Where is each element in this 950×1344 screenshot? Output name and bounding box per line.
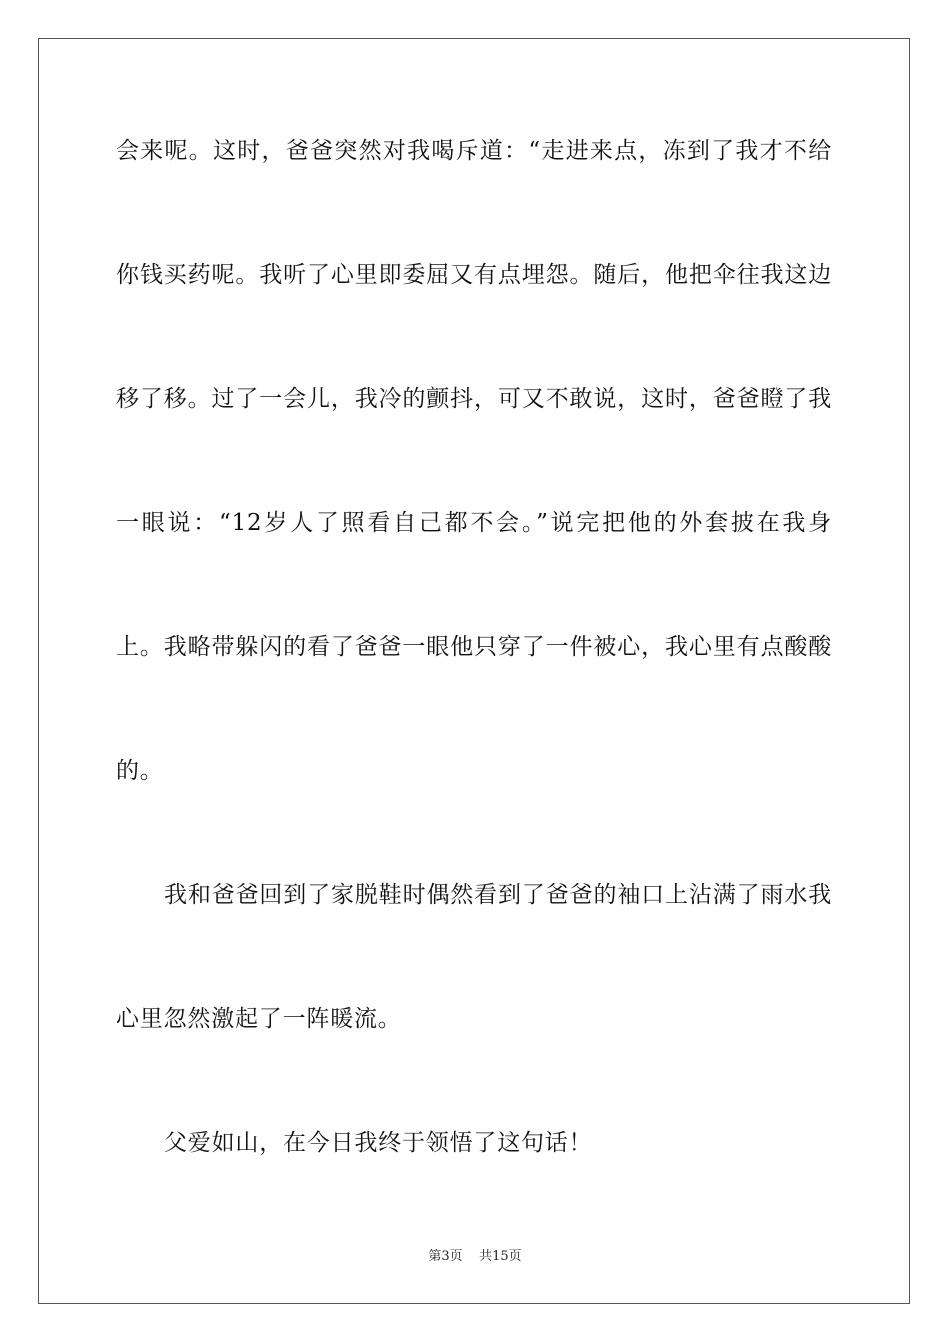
paragraph-line-9: 父爱如山，在今日我终于领悟了这句话！ (164, 1130, 593, 1156)
paragraph-line-2: 你钱买药呢。我听了心里即委屈又有点埋怨。随后，他把伞往我这边 (116, 262, 832, 288)
paragraph-line-6: 的。 (116, 758, 164, 784)
page-footer (0, 1248, 950, 1266)
paragraph-line-3: 移了移。过了一会儿，我冷的颤抖，可又不敢说，这时，爸爸瞪了我 (116, 386, 832, 412)
paragraph-line-5: 上。我略带躲闪的看了爸爸一眼他只穿了一件被心，我心里有点酸酸 (116, 634, 832, 660)
paragraph-line-8: 心里忽然激起了一阵暖流。 (116, 1006, 402, 1032)
paragraph-line-7: 我和爸爸回到了家脱鞋时偶然看到了爸爸的袖口上沾满了雨水我 (164, 882, 832, 908)
page-frame (38, 38, 910, 1304)
total-pages: 共15页 (479, 1249, 522, 1264)
page-number: 第3页 (428, 1249, 463, 1264)
paragraph-line-4: 一眼说：“12岁人了照看自己都不会。”说完把他的外套披在我身 (116, 510, 832, 536)
paragraph-line-1: 会来呢。这时，爸爸突然对我喝斥道：“走进来点，冻到了我才不给 (116, 138, 832, 164)
